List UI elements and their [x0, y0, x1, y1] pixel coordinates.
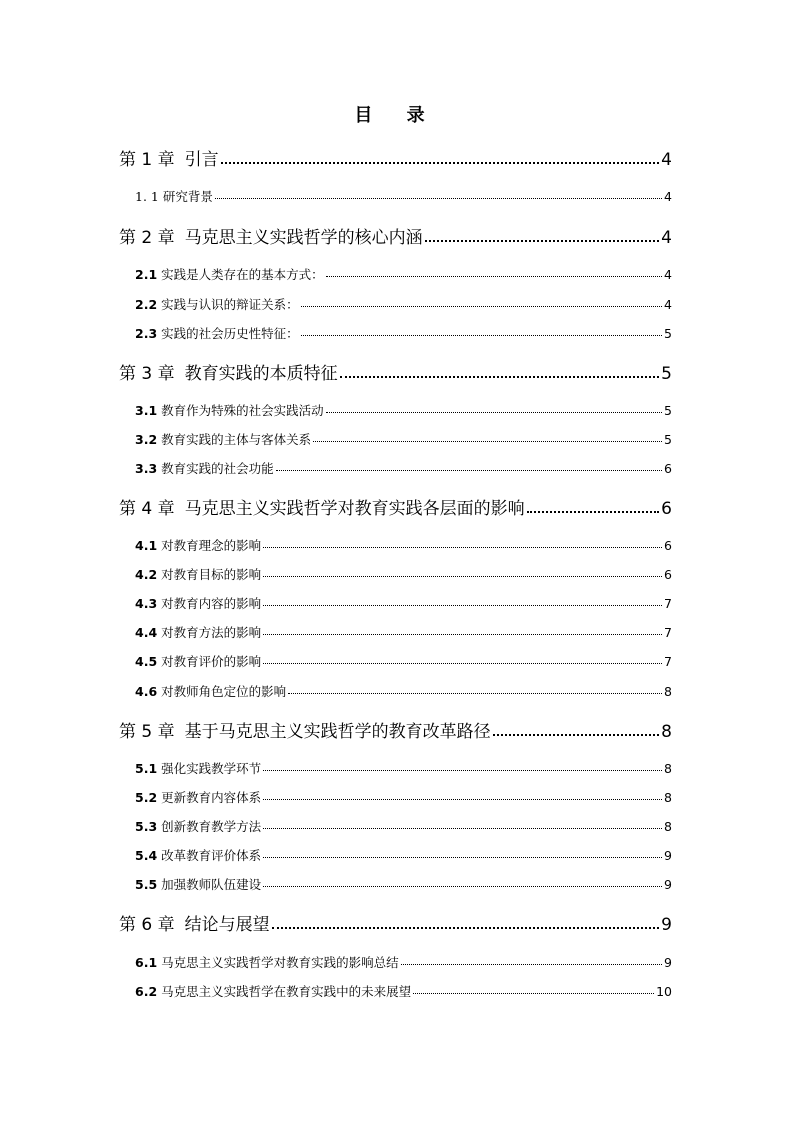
entry-number: 4.6	[135, 684, 158, 699]
entry-number: 2.2	[135, 297, 158, 312]
dot-leader	[263, 790, 662, 803]
entry-number: 3.3	[135, 461, 158, 476]
dot-leader	[263, 625, 662, 638]
dot-leader	[326, 267, 662, 280]
toc-section-entry[interactable]	[135, 460, 672, 478]
entry-title: 马克思主义实践哲学对教育实践各层面的影响	[184, 499, 525, 519]
entry-page-number: 6	[664, 538, 672, 553]
toc-section-entry[interactable]	[135, 402, 672, 420]
entry-number: 5.5	[135, 877, 158, 892]
entry-page-number: 4	[661, 228, 672, 248]
entry-number: 第 2 章	[119, 228, 175, 248]
toc-section-entry[interactable]	[135, 325, 672, 343]
entry-number: 4.4	[135, 625, 158, 640]
entry-page-number: 6	[661, 499, 672, 519]
entry-title: 对教育内容的影响	[161, 596, 262, 611]
entry-title: 对教育理念的影响	[161, 538, 262, 553]
entry-page-number: 4	[664, 189, 672, 204]
entry-number: 5.3	[135, 819, 158, 834]
toc-section-entry[interactable]	[135, 296, 672, 314]
entry-number: 第 1 章	[119, 150, 175, 170]
entry-page-number: 7	[664, 654, 672, 669]
dot-leader	[413, 984, 654, 997]
entry-title: 结论与展望	[184, 915, 270, 935]
entry-page-number: 6	[664, 567, 672, 582]
entry-title: 对教育目标的影响	[161, 567, 262, 582]
toc-section-entry[interactable]	[135, 431, 672, 449]
dot-leader	[326, 403, 662, 416]
toc-section-entry[interactable]	[135, 847, 672, 865]
toc-section-entry[interactable]	[135, 683, 672, 701]
entry-page-number: 5	[664, 326, 672, 341]
entry-page-number: 9	[664, 877, 672, 892]
entry-page-number: 5	[664, 432, 672, 447]
entry-title: 加强教师队伍建设	[161, 877, 262, 892]
entry-number: 1. 1	[135, 189, 159, 204]
dot-leader	[288, 684, 662, 697]
entry-title: 强化实践教学环节	[161, 761, 262, 776]
entry-page-number: 6	[664, 461, 672, 476]
entry-title: 基于马克思主义实践哲学的教育改革路径	[184, 722, 491, 742]
dot-leader	[272, 913, 660, 930]
toc-section-entry[interactable]	[135, 653, 672, 671]
dot-leader	[425, 226, 660, 243]
entry-title: 改革教育评价体系	[161, 848, 262, 863]
toc-chapter-entry[interactable]	[119, 720, 672, 743]
entry-title: 研究背景	[162, 189, 213, 204]
entry-title: 马克思主义实践哲学对教育实践的影响总结	[161, 955, 399, 970]
toc-section-entry[interactable]	[135, 818, 672, 836]
entry-number: 第 5 章	[119, 722, 175, 742]
toc-chapter-entry[interactable]	[119, 913, 672, 936]
toc-chapter-entry[interactable]	[119, 362, 672, 385]
dot-leader	[276, 461, 662, 474]
dot-leader	[401, 955, 662, 968]
dot-leader	[301, 297, 662, 310]
entry-page-number: 8	[664, 819, 672, 834]
entry-title: 对教师角色定位的影响	[161, 684, 287, 699]
dot-leader	[263, 877, 662, 890]
entry-page-number: 8	[664, 790, 672, 805]
entry-number: 2.3	[135, 326, 158, 341]
entry-title: 教育作为特殊的社会实践活动	[161, 403, 324, 418]
entry-page-number: 9	[664, 848, 672, 863]
entry-page-number: 4	[664, 297, 672, 312]
entry-number: 6.2	[135, 984, 158, 999]
entry-page-number: 7	[664, 596, 672, 611]
entry-number: 4.3	[135, 596, 158, 611]
toc-section-entry[interactable]	[135, 876, 672, 894]
entry-title: 实践与认识的辩证关系：	[161, 297, 299, 312]
entry-title: 对教育方法的影响	[161, 625, 262, 640]
toc-section-entry[interactable]	[135, 266, 672, 284]
toc-section-entry[interactable]	[135, 760, 672, 778]
entry-number: 4.1	[135, 538, 158, 553]
dot-leader	[263, 761, 662, 774]
dot-leader	[340, 362, 660, 379]
entry-title: 马克思主义实践哲学的核心内涵	[184, 228, 423, 248]
entry-page-number: 7	[664, 625, 672, 640]
toc-section-entry[interactable]	[135, 595, 672, 613]
dot-leader	[263, 654, 662, 667]
toc-section-entry[interactable]	[135, 954, 672, 972]
toc-section-entry[interactable]	[135, 537, 672, 555]
entry-page-number: 5	[664, 403, 672, 418]
toc-section-entry[interactable]	[135, 789, 672, 807]
entry-page-number: 10	[656, 984, 672, 999]
dot-leader	[313, 432, 662, 445]
entry-page-number: 4	[664, 267, 672, 282]
entry-page-number: 8	[664, 684, 672, 699]
toc-title: 目 录	[354, 105, 439, 126]
entry-page-number: 5	[661, 364, 672, 384]
entry-page-number: 9	[661, 915, 672, 935]
entry-title: 马克思主义实践哲学在教育实践中的未来展望	[161, 984, 412, 999]
entry-number: 第 4 章	[119, 499, 175, 519]
entry-number: 3.2	[135, 432, 158, 447]
entry-number: 5.4	[135, 848, 158, 863]
dot-leader	[263, 848, 662, 861]
entry-title: 教育实践的社会功能	[161, 461, 274, 476]
entry-page-number: 9	[664, 955, 672, 970]
dot-leader	[215, 189, 662, 202]
entry-title: 教育实践的本质特征	[184, 364, 338, 384]
entry-title: 教育实践的主体与客体关系	[161, 432, 312, 447]
toc-section-entry[interactable]	[135, 983, 672, 1001]
entry-title: 实践的社会历史性特征：	[161, 326, 299, 341]
entry-number: 5.2	[135, 790, 158, 805]
entry-title: 创新教育教学方法	[161, 819, 262, 834]
entry-page-number: 8	[661, 722, 672, 742]
entry-number: 4.5	[135, 654, 158, 669]
entry-number: 6.1	[135, 955, 158, 970]
dot-leader	[263, 538, 662, 551]
entry-number: 第 3 章	[119, 364, 175, 384]
dot-leader	[263, 819, 662, 832]
dot-leader	[527, 497, 660, 514]
dot-leader	[301, 326, 662, 339]
entry-title: 引言	[184, 150, 219, 170]
entry-number: 4.2	[135, 567, 158, 582]
entry-title: 更新教育内容体系	[161, 790, 262, 805]
toc-section-entry[interactable]	[135, 566, 672, 584]
dot-leader	[263, 567, 662, 580]
entry-title: 对教育评价的影响	[161, 654, 262, 669]
dot-leader	[263, 596, 662, 609]
dot-leader	[493, 720, 660, 737]
toc-chapter-entry[interactable]	[119, 148, 672, 171]
toc-section-entry[interactable]	[135, 624, 672, 642]
entry-page-number: 8	[664, 761, 672, 776]
entry-number: 5.1	[135, 761, 158, 776]
entry-number: 3.1	[135, 403, 158, 418]
entry-number: 2.1	[135, 267, 158, 282]
entry-number: 第 6 章	[119, 915, 175, 935]
entry-title: 实践是人类存在的基本方式：	[161, 267, 324, 282]
dot-leader	[221, 148, 660, 165]
entry-page-number: 4	[661, 150, 672, 170]
toc-section-entry[interactable]	[135, 188, 672, 206]
toc-chapter-entry[interactable]	[119, 497, 672, 520]
toc-chapter-entry[interactable]	[119, 226, 672, 249]
